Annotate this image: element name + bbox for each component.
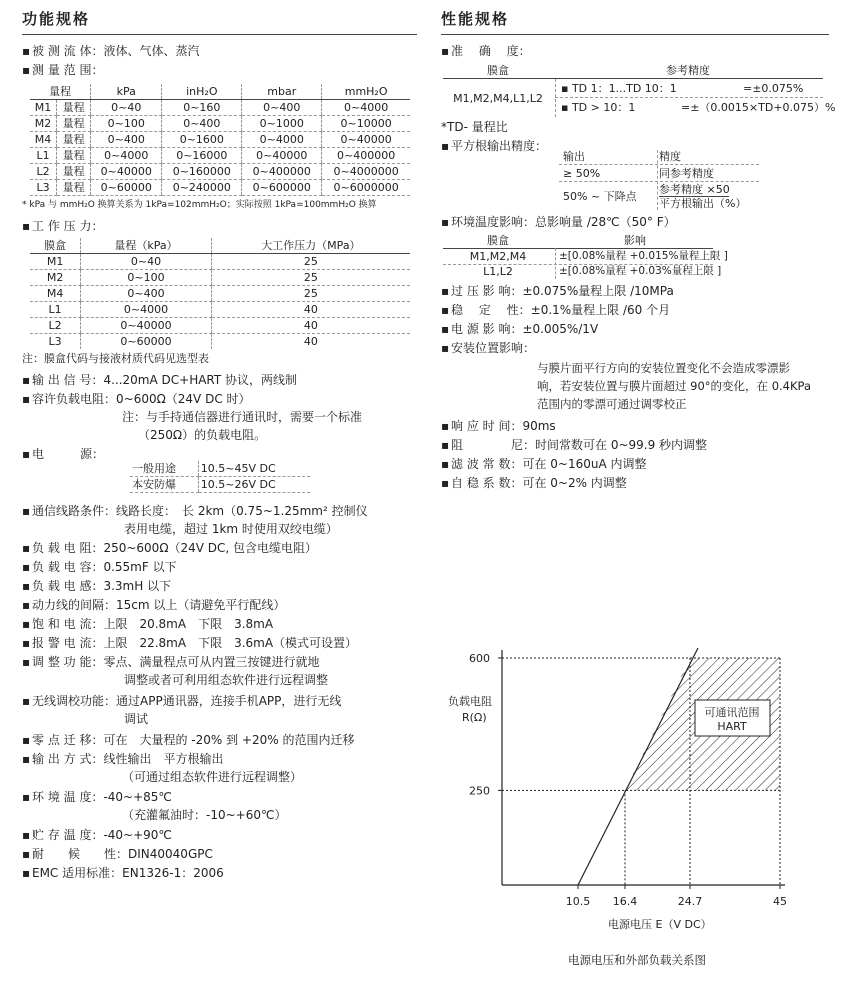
adjust-cont: 调整或者可利用组态软件进行远程调整 — [124, 673, 329, 687]
env-temp-row: ▪ 环 境 温 度：-40~+85℃ — [22, 790, 172, 804]
accuracy-table: 膜盒 参考精度 M1,M2,M4,L1,L2 ▪ TD 1：1...TD 10：1 =±0.075% ▪ TD > 10：1 =±（0.0015×TD+0.075）% — [443, 64, 823, 120]
comm-line-cont: 表用电缆，超过 1km 时使用双绞电缆） — [124, 522, 338, 536]
x-tick-label: 16.4 — [612, 895, 638, 908]
capsule-note: 注：膜盒代码与接液材质代码见选型表 — [22, 352, 209, 365]
wireless-row: ▪ 无线调校功能：通过APP通讯器，连接手机APP，进行无线 — [22, 694, 342, 708]
list-item: ▪ 阻 尼：时间常数可在 0~99.9 秒内调整 — [441, 438, 708, 452]
list-item: ▪ 滤 波 常 数：可在 0~160uA 内调整 — [441, 457, 647, 471]
voltage-load-chart — [440, 630, 830, 975]
power-table — [130, 461, 310, 493]
list-item: ▪ 负 载 电 感：3.3mH 以下 — [22, 579, 172, 593]
table-row: L2 量程 0~40000 0~160000 0~400000 0~4000000 — [30, 164, 410, 180]
list-item: ▪ 报 警 电 流：上限 22.8mA 下限 3.6mA（模式可设置） — [22, 636, 358, 650]
env-temp-cont: （充灌氟油时：-10~+60℃） — [122, 808, 287, 822]
output-mode-cont: （可通过组态软件进行远程调整） — [122, 770, 303, 784]
list-item: ▪ 稳 定 性：±0.1%量程上限 /60 个月 — [441, 303, 671, 317]
y-axis-label: 负载电阻 — [448, 695, 492, 708]
range-table: 量程 kPa inH₂O mbar mmH₂O M1 量程 0~40 0~160 0~400 0~4000 M2 量程 0~100 0~400 0~1000 0~10000 M4 量程 0~400 0~1600 0~4000 0~40000 L1 量程 0~4000 0~16000 0~40000 0~400000 L2 量程 0~40000 0~160000 0~400000 0~4000000 L3 量程 0~60000 0~240000 0~600000 0~6000000 — [30, 84, 410, 196]
divider — [22, 34, 417, 35]
table-row: L3 量程 0~60000 0~240000 0~600000 0~6000000 — [30, 180, 410, 196]
table-row: M4 0~400 25 — [30, 286, 410, 302]
y-tick-label: 250 — [469, 784, 490, 798]
load-note: 注：与手持通信器进行通讯时，需要一个标准 — [122, 410, 363, 424]
zero-shift-row: ▪ 零 点 迁 移：可在 大量程的 -20% 到 +20% 的范围内迁移 — [22, 733, 355, 747]
td-note: *TD- 量程比 — [441, 120, 508, 134]
list-item: ▪ 电 源 影 响：±0.005%/1V — [441, 322, 599, 336]
output-signal-row: ▪ 输 出 信 号：4...20mA DC+HART 协议，两线制 — [22, 373, 298, 387]
x-tick-label: 10.5 — [565, 895, 591, 908]
sqrt-row: ▪ 平方根输出精度： — [441, 139, 548, 153]
load-resist-row: ▪ 容许负载电阻：0~600Ω（24V DC 时） — [22, 392, 251, 406]
table-row: M2 0~100 25 — [30, 270, 410, 286]
unit-footnote: * kPa 与 mmH₂O 换算关系为 1kPa=102mmH₂O；实际按照 1kPa=100mmH₂O 换算 — [22, 200, 377, 210]
table-row: L1 量程 0~4000 0~16000 0~40000 0~400000 — [30, 148, 410, 164]
list-item: ▪ 自 稳 系 数：可在 0~2% 内调整 — [441, 476, 627, 490]
y-axis-label: R(Ω) — [462, 711, 487, 724]
wireless-cont: 调试 — [124, 712, 149, 726]
table-row: L3 0~60000 40 — [30, 334, 410, 350]
table-row: M1 量程 0~40 0~160 0~400 0~4000 — [30, 100, 410, 116]
env-table: 膜盒 影响 M1,M2,M4 ±[0.08%量程 +0.015%量程上限 ] L1,L2 ±[0.08%量程 +0.03%量程上限 ] — [443, 234, 713, 280]
install-text: 响，若安装位置与膜片面超过 90°的变化，在 0.4KPa — [537, 379, 811, 393]
table-row: M4 量程 0~400 0~1600 0~4000 0~40000 — [30, 132, 410, 148]
accuracy-row: ▪ 准 确 度： — [441, 44, 531, 58]
install-text: 范围内的零漂可通过调零校正 — [537, 397, 687, 411]
list-item: ▪ 过 压 影 响：±0.075%量程上限 /10MPa — [441, 284, 674, 298]
list-item: ▪ 负 载 电 阻：250~600Ω（24V DC, 包含电缆电阻） — [22, 541, 318, 555]
list-item: ▪ 响 应 时 间：90ms — [441, 419, 556, 433]
x-axis-label: 电源电压 E（V DC） — [608, 918, 712, 931]
list-item: ▪ 负 载 电 容：0.55mF 以下 — [22, 560, 177, 574]
power-row: ▪ 电 源： — [22, 447, 105, 461]
install-row: ▪ 安装位置影响： — [441, 341, 536, 355]
output-mode-row: ▪ 输 出 方 式：线性输出 平方根输出 — [22, 752, 224, 766]
list-item: ▪ 贮 存 温 度：-40~+90℃ — [22, 828, 172, 842]
chart-caption: 电源电压和外部负载关系图 — [568, 953, 706, 967]
env-effect-row: ▪ 环境温度影响：总影响量 /28℃（50° F） — [441, 215, 676, 229]
table-row: M2 量程 0~100 0~400 0~1000 0~10000 — [30, 116, 410, 132]
pressure-table: 膜盒 量程（kPa） 大工作压力（MPa） M1 0~40 25 M2 0~100 25 M4 0~400 25 L1 0~4000 40 L2 0~40000 40 L3 0~60000 40 — [30, 238, 410, 349]
table-row: L1 0~4000 40 — [30, 302, 410, 318]
list-item: ▪ 耐 候 性：DIN40040GPC — [22, 847, 213, 861]
section-title-performance: 性能规格 — [441, 10, 510, 28]
comm-line-row: ▪ 通信线路条件：线路长度： 长 2km（0.75~1.25mm² 控制仪 — [22, 504, 368, 518]
fluid-row: ▪ 被 测 流 体：液体、气体、蒸汽 — [22, 44, 200, 58]
load-note: （250Ω）的负载电阻。 — [138, 428, 267, 442]
region-label: HART — [717, 720, 747, 733]
install-text: 与膜片面平行方向的安装位置变化不会造成零漂影 — [537, 361, 790, 375]
divider — [441, 34, 829, 35]
table-row: 一般用途 10.5~45V DC — [130, 461, 310, 477]
y-tick-label: 600 — [469, 652, 490, 665]
table-row: M1 0~40 25 — [30, 254, 410, 270]
list-item: ▪ 饱 和 电 流：上限 20.8mA 下限 3.8mA — [22, 617, 274, 631]
table-row: L2 0~40000 40 — [30, 318, 410, 334]
list-item: ▪ 动力线的间隔：15cm 以上（请避免平行配线） — [22, 598, 286, 612]
region-label: 可通讯范围 — [704, 706, 760, 719]
sqrt-table: 输出 精度 ≥ 50% 同参考精度 50% ~ 下降点 参考精度 ×50 平方根输出（%） — [559, 150, 759, 212]
table-row: 本安防爆 10.5~26V DC — [130, 477, 310, 493]
x-tick-label: 24.7 — [677, 895, 703, 908]
range-row: ▪ 测 量 范 围： — [22, 63, 104, 77]
list-item: ▪ EMC 适用标准：EN1326-1：2006 — [22, 866, 224, 880]
pressure-row: ▪ 工 作 压 力： — [22, 219, 104, 233]
adjust-row: ▪ 调 整 功 能：零点、满量程点可从内置三按键进行就地 — [22, 655, 320, 669]
x-tick-label: 45 — [773, 895, 787, 908]
section-title-functional: 功能规格 — [22, 10, 91, 28]
